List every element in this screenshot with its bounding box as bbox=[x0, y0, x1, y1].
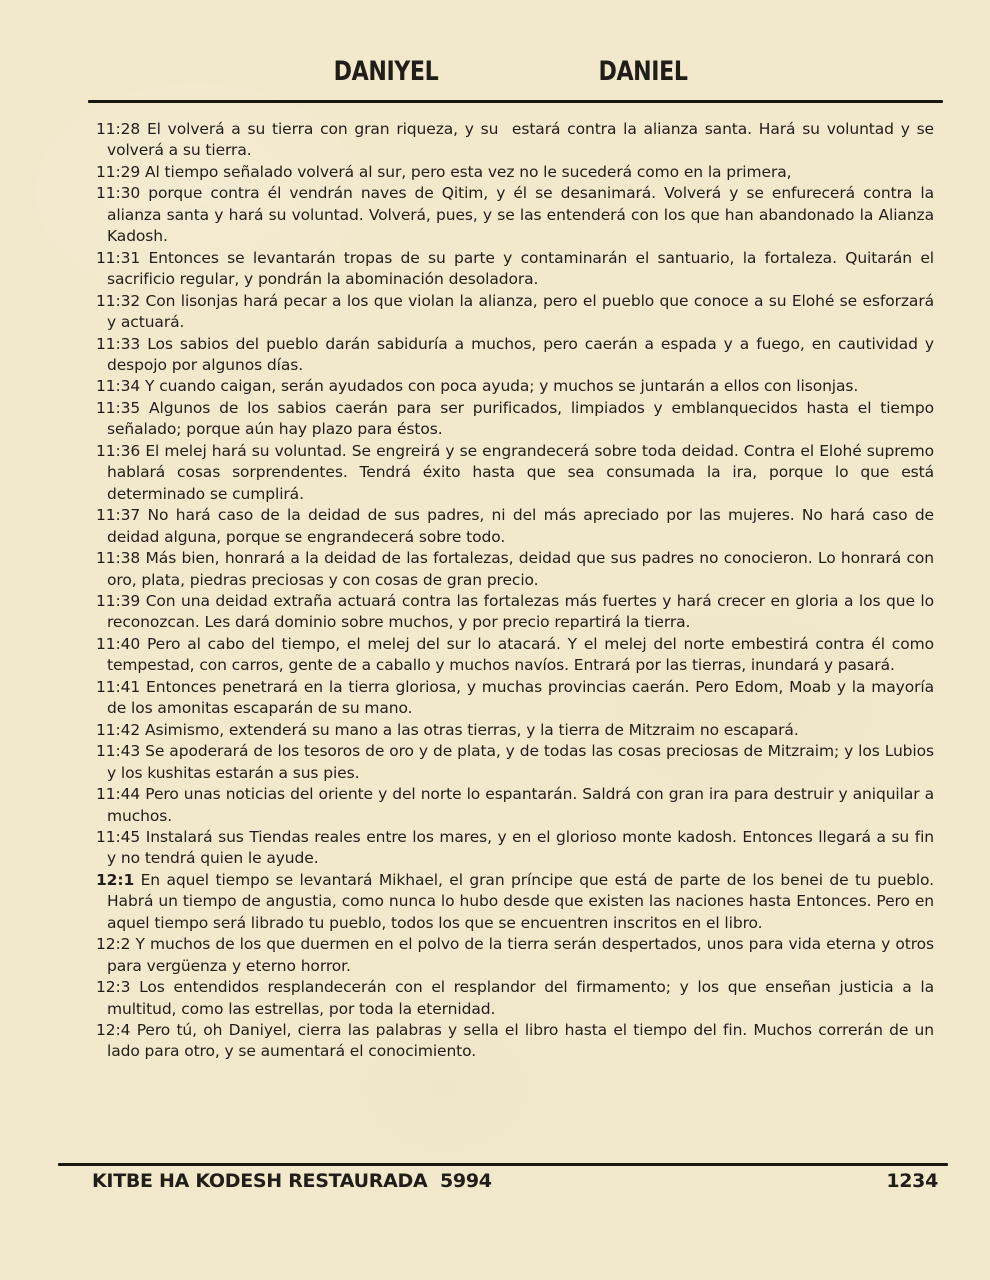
page-title-daniyel: DANIYEL bbox=[333, 56, 439, 87]
verse-11-32: 11:32 Con lisonjas hará pecar a los que violan la alianza, pero el pueblo que conoce a su Elohé se esforzará y actuará. bbox=[96, 291, 934, 332]
verse-number: 11:34 bbox=[96, 377, 141, 396]
verse-number: 11:32 bbox=[96, 291, 141, 310]
verse-12-1: 12:1 En aquel tiempo se levantará Mikhael, el gran príncipe que está de parte de los benei de tu pueblo. Habrá un tiempo de angustia, como nunca lo hubo desde que existen las naciones hasta Entonces. Pero en aquel tiempo será librado tu pueblo, todos los que se encuentren inscritos en el libro. bbox=[96, 870, 934, 932]
verse-11-28: 11:28 El volverá a su tierra con gran riqueza, y su estará contra la alianza santa. Hará su voluntad y se volverá a su tierra. bbox=[96, 120, 934, 160]
verse-number: 12:1 bbox=[96, 870, 135, 889]
verse-number: 11:35 bbox=[96, 398, 141, 417]
verse-number: 11:39 bbox=[96, 591, 141, 610]
verse-number: 12:2 bbox=[96, 935, 131, 954]
verse-11-29: 11:29 Al tiempo señalado volverá al sur, pero esta vez no le sucederá como en la primera, bbox=[96, 162, 792, 181]
verse-11-40: 11:40 Pero al cabo del tiempo, el melej del sur lo atacará. Y el melej del norte embestirá contra él como tempestad, con carros, gente de a caballo y muchos navíos. Entrará por las tierras, inundará y pasará. bbox=[96, 634, 934, 675]
verse-number: 11:30 bbox=[96, 184, 141, 203]
verse-number: 11:37 bbox=[96, 506, 141, 525]
verse-11-43: 11:43 Se apoderará de los tesoros de oro y de plata, y de todas las cosas preciosas de Mitzraim; y los Lubios y los kushitas estarán a sus pies. bbox=[96, 742, 934, 782]
verse-11-44: 11:44 Pero unas noticias del oriente y del norte lo espantarán. Saldrá con gran ira para destruir y aniquilar a muchos. bbox=[96, 785, 934, 825]
verse-12-3: 12:3 Los entendidos resplandecerán con el resplandor del firmamento; y los que enseñan justicia a la multitud, como las estrellas, por toda la eternidad. bbox=[96, 978, 934, 1018]
verse-number: 11:44 bbox=[96, 785, 141, 804]
verse-12-4: 12:4 Pero tú, oh Daniyel, cierra las palabras y sella el libro hasta el tiempo del fin. Muchos correrán de un lado para otro, y se aumentará el conocimiento. bbox=[96, 1021, 934, 1061]
verse-number: 11:45 bbox=[96, 827, 141, 846]
verse-number: 11:42 bbox=[96, 720, 141, 739]
verse-number: 11:36 bbox=[96, 441, 141, 460]
verse-11-30: 11:30 porque contra él vendrán naves de Qitim, y él se desanimará. Volverá y se enfurecerá contra la alianza santa y hará su voluntad. Volverá, pues, y se las entenderá con los que han abandonado la Alianza Kadosh. bbox=[96, 184, 934, 246]
footer-page-number: 1234 bbox=[886, 1170, 938, 1192]
page-footer bbox=[92, 1170, 938, 1192]
verse-11-38: 11:38 Más bien, honrará a la deidad de las fortalezas, deidad que sus padres no conocieron. Lo honrará con oro, plata, piedras preciosas y con cosas de gran precio. bbox=[96, 549, 934, 589]
verse-11-36: 11:36 El melej hará su voluntad. Se engreirá y se engrandecerá sobre toda deidad. Contra el Elohé supremo hablará cosas sorprendentes. Tendrá éxito hasta que sea consumada la ira, porque lo que está determinado se cumplirá. bbox=[96, 441, 934, 503]
verse-number: 11:31 bbox=[96, 248, 141, 267]
verse-number: 11:28 bbox=[96, 120, 141, 138]
verse-11-41: 11:41 Entonces penetrará en la tierra gloriosa, y muchas provincias caerán. Pero Edom, Moab y la mayoría de los amonitas escaparán de su mano. bbox=[96, 677, 934, 718]
page-title-daniel: DANIEL bbox=[598, 56, 688, 87]
verse-number: 11:40 bbox=[96, 634, 141, 653]
verse-12-2: 12:2 Y muchos de los que duermen en el polvo de la tierra serán despertados, unos para vida eterna y otros para vergüenza y eterno horror. bbox=[96, 935, 934, 975]
verse-number: 11:29 bbox=[96, 162, 141, 181]
verse-11-42: 11:42 Asimismo, extenderá su mano a las otras tierras, y la tierra de Mitzraim no escapará. bbox=[96, 720, 799, 739]
verse-11-45: 11:45 Instalará sus Tiendas reales entre los mares, y en el glorioso monte kadosh. Entonces llegará a su fin y no tendrá quien le ayude. bbox=[96, 827, 934, 868]
footer-divider bbox=[58, 1163, 948, 1166]
verse-number: 11:41 bbox=[96, 677, 141, 696]
verse-number: 11:38 bbox=[96, 549, 141, 568]
verse-number: 12:3 bbox=[96, 978, 131, 997]
verse-11-33: 11:33 Los sabios del pueblo darán sabiduría a muchos, pero caerán a espada y a fuego, en cautividad y despojo por algunos días. bbox=[96, 334, 934, 374]
verse-11-35: 11:35 Algunos de los sabios caerán para ser purificados, limpiados y emblanquecidos hasta el tiempo señalado; porque aún hay plazo para éstos. bbox=[96, 398, 934, 439]
verse-11-31: 11:31 Entonces se levantarán tropas de su parte y contaminarán el santuario, la fortaleza. Quitarán el sacrificio regular, y pondrán la abominación desoladora. bbox=[96, 248, 934, 289]
verse-11-37: 11:37 No hará caso de la deidad de sus padres, ni del más apreciado por las mujeres. No hará caso de deidad alguna, porque se engrandecerá sobre todo. bbox=[96, 506, 934, 546]
verse-number: 12:4 bbox=[96, 1021, 131, 1040]
verse-11-34: 11:34 Y cuando caigan, serán ayudados con poca ayuda; y muchos se juntarán a ellos con lisonjas. bbox=[96, 377, 859, 396]
verse-11-39: 11:39 Con una deidad extraña actuará contra las fortalezas más fuertes y hará crecer en gloria a los que lo reconozcan. Les dará dominio sobre muchos, y por precio repartirá la tierra. bbox=[96, 591, 934, 632]
verse-number: 11:33 bbox=[96, 334, 141, 353]
verse-number: 11:43 bbox=[96, 742, 141, 761]
header-divider bbox=[88, 100, 943, 103]
verse-list bbox=[96, 119, 934, 1063]
footer-edition-label: KITBE HA KODESH RESTAURADA 5994 bbox=[92, 1170, 492, 1192]
